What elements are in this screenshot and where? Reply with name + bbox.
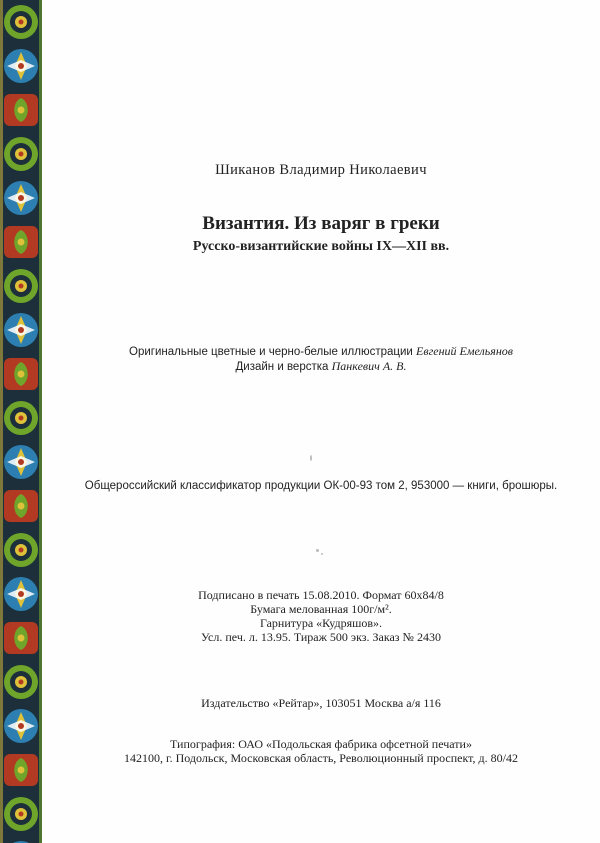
ornamental-border bbox=[0, 0, 42, 843]
illustrations-label: Оригинальные цветные и черно-белые иллюстрации bbox=[129, 346, 413, 358]
ornament-motif bbox=[19, 812, 24, 817]
imprint-line-3: Гарнитура «Кудряшов». bbox=[259, 616, 383, 630]
printer-address: 142100, г. Подольск, Московская область, Революционный проспект, д. 80/42 bbox=[124, 751, 518, 765]
ornament-motif bbox=[19, 152, 24, 157]
ornament-motif bbox=[0, 704, 3, 748]
printer-name: Типография: ОАО «Подольская фабрика офсетной печати» bbox=[170, 737, 472, 751]
ornament-motif bbox=[0, 748, 3, 792]
ornament-motif bbox=[18, 591, 24, 597]
ornament-motif bbox=[0, 88, 3, 132]
ornament-motif bbox=[19, 548, 24, 553]
paper-speck bbox=[310, 455, 312, 461]
ornament-motif bbox=[39, 836, 42, 843]
illustrations-credit bbox=[42, 344, 600, 359]
ornament-motif bbox=[0, 44, 3, 88]
ornament-motif bbox=[18, 503, 25, 510]
ornament-motif bbox=[39, 396, 42, 440]
ornament-motif bbox=[0, 220, 3, 264]
paper-speck bbox=[316, 549, 319, 552]
ornament-motif bbox=[39, 792, 42, 836]
ornament-motif bbox=[18, 723, 24, 729]
ornament-motif bbox=[0, 616, 3, 660]
paper-speck bbox=[321, 553, 323, 555]
design-label: Дизайн и верстка bbox=[235, 361, 329, 373]
ornament-motif bbox=[0, 396, 3, 440]
ornament-motif bbox=[0, 176, 3, 220]
ornament-motif bbox=[39, 0, 42, 44]
designer-name: Панкевич А. В. bbox=[331, 359, 407, 373]
ornament-motif bbox=[18, 327, 24, 333]
ornament-motif bbox=[39, 88, 42, 132]
product-classifier: Общероссийский классификатор продукции ОК-00-93 том 2, 953000 — книги, брошюры. bbox=[84, 480, 558, 492]
ornament-motif bbox=[0, 836, 3, 843]
ornament-motif bbox=[0, 308, 3, 352]
imprint-line-4: Усл. печ. л. 13.95. Тираж 500 экз. Заказ № 2430 bbox=[201, 630, 441, 644]
imprint-line-2: Бумага мелованная 100г/м². bbox=[250, 602, 392, 616]
ornament-motif bbox=[39, 440, 42, 484]
ornament-motif bbox=[39, 44, 42, 88]
ornament-motif bbox=[19, 416, 24, 421]
ornament-motif bbox=[39, 264, 42, 308]
ornament-motif bbox=[18, 63, 24, 69]
ornament-motif bbox=[18, 767, 25, 774]
imprint-line-1: Подписано в печать 15.08.2010. Формат 60х84/8 bbox=[198, 588, 444, 602]
ornament-motif bbox=[0, 132, 3, 176]
ornament-motif bbox=[0, 264, 3, 308]
book-title: Византия. Из варяг в греки bbox=[202, 213, 440, 234]
ornament-motif bbox=[18, 195, 24, 201]
ornament-motif bbox=[18, 239, 25, 246]
ornament-motif bbox=[0, 440, 3, 484]
ornament-motif bbox=[18, 459, 24, 465]
ornament-motif bbox=[19, 284, 24, 289]
ornament-motif bbox=[0, 0, 3, 44]
ornament-pattern bbox=[0, 0, 42, 843]
illustrator-name: Евгений Емельянов bbox=[416, 344, 513, 358]
author-name: Шиканов Владимир Николаевич bbox=[215, 162, 427, 178]
ornament-motif bbox=[39, 528, 42, 572]
ornament-motif bbox=[18, 107, 25, 114]
ornament-motif bbox=[0, 572, 3, 616]
ornament-motif bbox=[0, 352, 3, 396]
ornament-motif bbox=[0, 660, 3, 704]
ornament-motif bbox=[19, 680, 24, 685]
ornament-motif bbox=[18, 371, 25, 378]
ornament-motif bbox=[0, 528, 3, 572]
design-credit bbox=[42, 359, 600, 374]
ornament-motif bbox=[19, 20, 24, 25]
ornament-motif bbox=[0, 484, 3, 528]
book-subtitle: Русско-византийские войны IX—XII вв. bbox=[192, 239, 450, 254]
publisher-address: Издательство «Рейтар», 103051 Москва а/я 116 bbox=[201, 696, 441, 710]
ornament-motif bbox=[0, 792, 3, 836]
ornament-motif bbox=[18, 635, 25, 642]
